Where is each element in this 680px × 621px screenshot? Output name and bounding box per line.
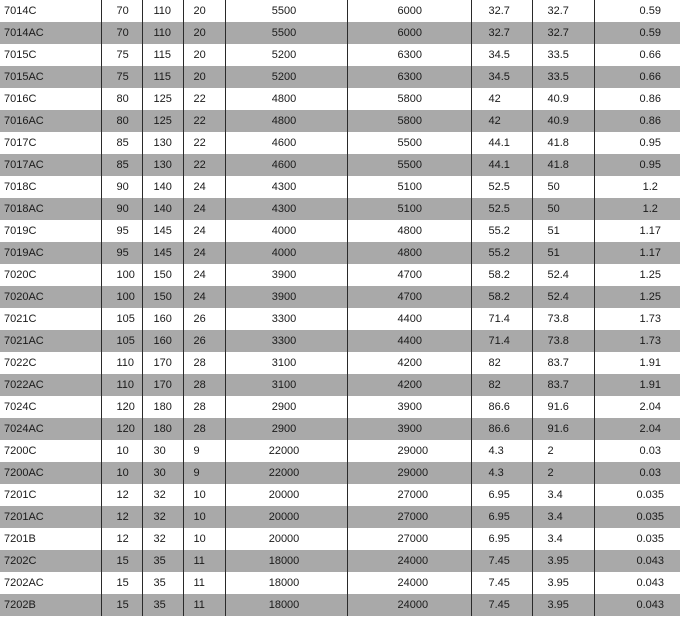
outer-diameter-cell: 140 <box>142 198 183 220</box>
bore-cell: 12 <box>101 484 142 506</box>
speed-oil-cell: 6300 <box>347 44 471 66</box>
width-cell: 9 <box>183 440 225 462</box>
width-cell: 20 <box>183 66 225 88</box>
static-load-cell: 3.95 <box>532 572 594 594</box>
bore-cell: 110 <box>101 352 142 374</box>
table-row <box>0 352 680 374</box>
speed-grease-cell: 3300 <box>225 330 347 352</box>
model-cell: 7200AC <box>0 462 101 484</box>
width-cell: 24 <box>183 286 225 308</box>
model-cell: 7202C <box>0 550 101 572</box>
speed-oil-cell: 24000 <box>347 572 471 594</box>
speed-grease-cell: 4000 <box>225 242 347 264</box>
bore-cell: 100 <box>101 264 142 286</box>
speed-grease-cell: 5500 <box>225 22 347 44</box>
weight-cell: 0.95 <box>594 154 680 176</box>
width-cell: 20 <box>183 44 225 66</box>
dynamic-load-cell: 58.2 <box>471 286 532 308</box>
speed-oil-cell: 6000 <box>347 22 471 44</box>
speed-oil-cell: 4200 <box>347 352 471 374</box>
bore-cell: 110 <box>101 374 142 396</box>
speed-oil-cell: 4400 <box>347 330 471 352</box>
weight-cell: 0.86 <box>594 88 680 110</box>
table-row <box>0 594 680 616</box>
weight-cell: 1.2 <box>594 176 680 198</box>
outer-diameter-cell: 160 <box>142 330 183 352</box>
model-cell: 7017C <box>4 137 37 149</box>
speed-oil-cell: 3900 <box>347 396 471 418</box>
weight-cell: 0.03 <box>594 440 680 462</box>
speed-grease-cell: 4300 <box>225 198 347 220</box>
model-cell: 7021AC <box>0 330 101 352</box>
width-cell: 24 <box>183 220 225 242</box>
bore-cell: 80 <box>101 110 142 132</box>
speed-grease-cell: 20000 <box>225 484 347 506</box>
speed-oil-cell: 5100 <box>347 176 471 198</box>
weight-cell: 1.2 <box>594 198 680 220</box>
dynamic-load-cell: 82 <box>471 374 532 396</box>
outer-diameter-cell: 145 <box>142 242 183 264</box>
table-row <box>0 286 680 308</box>
width-cell: 20 <box>183 22 225 44</box>
static-load-cell: 3.4 <box>532 528 594 550</box>
speed-oil-cell: 29000 <box>347 462 471 484</box>
table-row <box>0 22 680 44</box>
outer-diameter-cell: 32 <box>142 484 183 506</box>
table-row <box>0 484 680 506</box>
outer-diameter-cell: 30 <box>142 462 183 484</box>
width-cell: 11 <box>183 572 225 594</box>
table-row <box>0 110 680 132</box>
dynamic-load-cell: 32.7 <box>471 22 532 44</box>
speed-oil-cell: 4400 <box>347 308 471 330</box>
static-load-cell: 52.4 <box>532 286 594 308</box>
table-row <box>0 220 680 242</box>
static-load-cell: 91.6 <box>532 418 594 440</box>
speed-grease-cell: 4000 <box>225 220 347 242</box>
static-load-cell: 33.5 <box>532 44 594 66</box>
speed-grease-cell: 4600 <box>225 132 347 154</box>
speed-grease-cell: 20000 <box>225 506 347 528</box>
table-row <box>0 418 680 440</box>
model-cell: 7015C <box>4 49 37 61</box>
model-cell: 7022AC <box>0 374 101 396</box>
speed-oil-cell: 5500 <box>347 132 471 154</box>
width-cell: 11 <box>183 550 225 572</box>
speed-oil-cell: 3900 <box>347 418 471 440</box>
static-load-cell: 73.8 <box>532 330 594 352</box>
model-cell: 7021C <box>4 313 37 325</box>
static-load-cell: 50 <box>532 198 594 220</box>
bore-cell: 15 <box>101 572 142 594</box>
model-cell: 7200C <box>4 445 37 457</box>
outer-diameter-cell: 35 <box>142 572 183 594</box>
bore-cell: 75 <box>101 66 142 88</box>
static-load-cell: 51 <box>532 220 594 242</box>
table-row <box>0 506 680 528</box>
width-cell: 22 <box>183 154 225 176</box>
weight-cell: 0.03 <box>594 462 680 484</box>
width-cell: 22 <box>183 132 225 154</box>
speed-oil-cell: 5800 <box>347 110 471 132</box>
width-cell: 10 <box>183 528 225 550</box>
width-cell: 28 <box>183 352 225 374</box>
speed-oil-cell: 29000 <box>347 440 471 462</box>
table-row <box>0 462 680 484</box>
weight-cell: 1.25 <box>594 286 680 308</box>
speed-grease-cell: 4600 <box>225 154 347 176</box>
weight-cell: 0.043 <box>594 572 680 594</box>
model-cell: 7024AC <box>0 418 101 440</box>
width-cell: 24 <box>183 176 225 198</box>
table-row <box>0 88 680 110</box>
dynamic-load-cell: 42 <box>471 88 532 110</box>
bore-cell: 90 <box>101 198 142 220</box>
dynamic-load-cell: 4.3 <box>471 462 532 484</box>
weight-cell: 1.73 <box>594 330 680 352</box>
model-cell: 7201AC <box>0 506 101 528</box>
width-cell: 11 <box>183 594 225 616</box>
table-row <box>0 0 680 22</box>
outer-diameter-cell: 150 <box>142 286 183 308</box>
width-cell: 22 <box>183 88 225 110</box>
table-row <box>0 550 680 572</box>
weight-cell: 1.91 <box>594 374 680 396</box>
weight-cell: 0.86 <box>594 110 680 132</box>
outer-diameter-cell: 180 <box>142 418 183 440</box>
width-cell: 22 <box>183 110 225 132</box>
dynamic-load-cell: 82 <box>471 352 532 374</box>
dynamic-load-cell: 6.95 <box>471 484 532 506</box>
speed-oil-cell: 4700 <box>347 286 471 308</box>
outer-diameter-cell: 145 <box>142 220 183 242</box>
static-load-cell: 3.95 <box>532 594 594 616</box>
width-cell: 10 <box>183 506 225 528</box>
dynamic-load-cell: 6.95 <box>471 528 532 550</box>
speed-oil-cell: 24000 <box>347 550 471 572</box>
static-load-cell: 41.8 <box>532 132 594 154</box>
speed-grease-cell: 5200 <box>225 66 347 88</box>
table-row <box>0 374 680 396</box>
width-cell: 9 <box>183 462 225 484</box>
outer-diameter-cell: 110 <box>142 22 183 44</box>
static-load-cell: 73.8 <box>532 308 594 330</box>
weight-cell: 0.035 <box>594 484 680 506</box>
dynamic-load-cell: 4.3 <box>471 440 532 462</box>
dynamic-load-cell: 86.6 <box>471 418 532 440</box>
dynamic-load-cell: 71.4 <box>471 330 532 352</box>
dynamic-load-cell: 32.7 <box>471 0 532 22</box>
model-cell: 7018AC <box>0 198 101 220</box>
speed-oil-cell: 5100 <box>347 198 471 220</box>
weight-cell: 0.043 <box>594 594 680 616</box>
model-cell: 7019C <box>4 225 37 237</box>
bore-cell: 75 <box>101 44 142 66</box>
weight-cell: 1.17 <box>594 242 680 264</box>
weight-cell: 1.91 <box>594 352 680 374</box>
outer-diameter-cell: 35 <box>142 594 183 616</box>
static-load-cell: 2 <box>532 440 594 462</box>
outer-diameter-cell: 160 <box>142 308 183 330</box>
dynamic-load-cell: 86.6 <box>471 396 532 418</box>
static-load-cell: 40.9 <box>532 88 594 110</box>
table-row <box>0 44 680 66</box>
speed-grease-cell: 22000 <box>225 440 347 462</box>
width-cell: 24 <box>183 198 225 220</box>
model-cell: 7020C <box>4 269 37 281</box>
outer-diameter-cell: 130 <box>142 154 183 176</box>
model-cell: 7016C <box>4 93 37 105</box>
model-cell: 7024C <box>4 401 37 413</box>
outer-diameter-cell: 110 <box>142 0 183 22</box>
outer-diameter-cell: 125 <box>142 88 183 110</box>
weight-cell: 0.035 <box>594 528 680 550</box>
bore-cell: 10 <box>101 440 142 462</box>
dynamic-load-cell: 44.1 <box>471 154 532 176</box>
dynamic-load-cell: 55.2 <box>471 220 532 242</box>
weight-cell: 0.95 <box>594 132 680 154</box>
speed-grease-cell: 3100 <box>225 374 347 396</box>
speed-oil-cell: 6300 <box>347 66 471 88</box>
static-load-cell: 41.8 <box>532 154 594 176</box>
speed-oil-cell: 6000 <box>347 0 471 22</box>
static-load-cell: 2 <box>532 462 594 484</box>
table-row <box>0 154 680 176</box>
speed-grease-cell: 18000 <box>225 550 347 572</box>
bore-cell: 95 <box>101 220 142 242</box>
speed-oil-cell: 5500 <box>347 154 471 176</box>
width-cell: 26 <box>183 308 225 330</box>
speed-oil-cell: 4200 <box>347 374 471 396</box>
static-load-cell: 3.4 <box>532 484 594 506</box>
dynamic-load-cell: 58.2 <box>471 264 532 286</box>
speed-oil-cell: 27000 <box>347 484 471 506</box>
table-row <box>0 572 680 594</box>
table-row <box>0 264 680 286</box>
weight-cell: 0.59 <box>594 22 680 44</box>
bore-cell: 70 <box>101 22 142 44</box>
table-row <box>0 242 680 264</box>
dynamic-load-cell: 42 <box>471 110 532 132</box>
outer-diameter-cell: 130 <box>142 132 183 154</box>
bore-cell: 85 <box>101 154 142 176</box>
dynamic-load-cell: 34.5 <box>471 44 532 66</box>
speed-oil-cell: 27000 <box>347 506 471 528</box>
outer-diameter-cell: 115 <box>142 66 183 88</box>
outer-diameter-cell: 180 <box>142 396 183 418</box>
static-load-cell: 91.6 <box>532 396 594 418</box>
speed-grease-cell: 18000 <box>225 572 347 594</box>
weight-cell: 1.17 <box>594 220 680 242</box>
outer-diameter-cell: 140 <box>142 176 183 198</box>
bore-cell: 10 <box>101 462 142 484</box>
model-cell: 7017AC <box>0 154 101 176</box>
static-load-cell: 3.4 <box>532 506 594 528</box>
outer-diameter-cell: 150 <box>142 264 183 286</box>
bore-cell: 90 <box>101 176 142 198</box>
bore-cell: 70 <box>101 0 142 22</box>
bore-cell: 105 <box>101 308 142 330</box>
static-load-cell: 3.95 <box>532 550 594 572</box>
width-cell: 28 <box>183 374 225 396</box>
dynamic-load-cell: 44.1 <box>471 132 532 154</box>
speed-oil-cell: 4700 <box>347 264 471 286</box>
width-cell: 24 <box>183 242 225 264</box>
outer-diameter-cell: 30 <box>142 440 183 462</box>
speed-grease-cell: 3300 <box>225 308 347 330</box>
outer-diameter-cell: 170 <box>142 374 183 396</box>
static-load-cell: 83.7 <box>532 374 594 396</box>
dynamic-load-cell: 55.2 <box>471 242 532 264</box>
model-cell: 7201B <box>4 533 36 545</box>
model-cell: 7201C <box>4 489 37 501</box>
speed-grease-cell: 20000 <box>225 528 347 550</box>
model-cell: 7022C <box>4 357 37 369</box>
static-load-cell: 83.7 <box>532 352 594 374</box>
dynamic-load-cell: 52.5 <box>471 198 532 220</box>
speed-oil-cell: 4800 <box>347 242 471 264</box>
speed-grease-cell: 2900 <box>225 396 347 418</box>
static-load-cell: 32.7 <box>532 0 594 22</box>
model-cell: 7015AC <box>0 66 101 88</box>
speed-grease-cell: 5200 <box>225 44 347 66</box>
table-row <box>0 66 680 88</box>
table-row <box>0 440 680 462</box>
static-load-cell: 33.5 <box>532 66 594 88</box>
bore-cell: 120 <box>101 396 142 418</box>
dynamic-load-cell: 7.45 <box>471 572 532 594</box>
width-cell: 10 <box>183 484 225 506</box>
dynamic-load-cell: 6.95 <box>471 506 532 528</box>
speed-oil-cell: 5800 <box>347 88 471 110</box>
bore-cell: 100 <box>101 286 142 308</box>
speed-grease-cell: 3100 <box>225 352 347 374</box>
bore-cell: 80 <box>101 88 142 110</box>
speed-grease-cell: 18000 <box>225 594 347 616</box>
table-row <box>0 176 680 198</box>
weight-cell: 0.66 <box>594 44 680 66</box>
dynamic-load-cell: 71.4 <box>471 308 532 330</box>
model-cell: 7014C <box>4 5 37 17</box>
dynamic-load-cell: 34.5 <box>471 66 532 88</box>
bore-cell: 95 <box>101 242 142 264</box>
static-load-cell: 52.4 <box>532 264 594 286</box>
speed-grease-cell: 5500 <box>225 0 347 22</box>
table-row <box>0 330 680 352</box>
bore-cell: 85 <box>101 132 142 154</box>
weight-cell: 0.59 <box>594 0 680 22</box>
speed-oil-cell: 4800 <box>347 220 471 242</box>
dynamic-load-cell: 7.45 <box>471 594 532 616</box>
weight-cell: 0.66 <box>594 66 680 88</box>
speed-grease-cell: 4300 <box>225 176 347 198</box>
width-cell: 24 <box>183 264 225 286</box>
bore-cell: 15 <box>101 594 142 616</box>
dynamic-load-cell: 7.45 <box>471 550 532 572</box>
static-load-cell: 50 <box>532 176 594 198</box>
model-cell: 7020AC <box>0 286 101 308</box>
width-cell: 28 <box>183 418 225 440</box>
outer-diameter-cell: 125 <box>142 110 183 132</box>
weight-cell: 0.043 <box>594 550 680 572</box>
width-cell: 28 <box>183 396 225 418</box>
weight-cell: 2.04 <box>594 418 680 440</box>
static-load-cell: 51 <box>532 242 594 264</box>
outer-diameter-cell: 32 <box>142 528 183 550</box>
static-load-cell: 32.7 <box>532 22 594 44</box>
model-cell: 7016AC <box>0 110 101 132</box>
speed-grease-cell: 2900 <box>225 418 347 440</box>
speed-grease-cell: 3900 <box>225 286 347 308</box>
model-cell: 7202B <box>0 594 101 616</box>
width-cell: 26 <box>183 330 225 352</box>
speed-oil-cell: 27000 <box>347 528 471 550</box>
bore-cell: 12 <box>101 528 142 550</box>
outer-diameter-cell: 32 <box>142 506 183 528</box>
outer-diameter-cell: 115 <box>142 44 183 66</box>
table-row <box>0 132 680 154</box>
width-cell: 20 <box>183 0 225 22</box>
speed-oil-cell: 24000 <box>347 594 471 616</box>
model-cell: 7019AC <box>0 242 101 264</box>
model-cell: 7018C <box>4 181 37 193</box>
outer-diameter-cell: 170 <box>142 352 183 374</box>
speed-grease-cell: 4800 <box>225 88 347 110</box>
table-row <box>0 308 680 330</box>
model-cell: 7014AC <box>0 22 101 44</box>
table-row <box>0 396 680 418</box>
bore-cell: 15 <box>101 550 142 572</box>
bore-cell: 105 <box>101 330 142 352</box>
speed-grease-cell: 3900 <box>225 264 347 286</box>
speed-grease-cell: 4800 <box>225 110 347 132</box>
weight-cell: 0.035 <box>594 506 680 528</box>
weight-cell: 2.04 <box>594 396 680 418</box>
weight-cell: 1.73 <box>594 308 680 330</box>
model-cell: 7202AC <box>4 577 44 589</box>
static-load-cell: 40.9 <box>532 110 594 132</box>
weight-cell: 1.25 <box>594 264 680 286</box>
bore-cell: 12 <box>101 506 142 528</box>
table-row <box>0 198 680 220</box>
outer-diameter-cell: 35 <box>142 550 183 572</box>
dynamic-load-cell: 52.5 <box>471 176 532 198</box>
bore-cell: 120 <box>101 418 142 440</box>
table-row <box>0 528 680 550</box>
speed-grease-cell: 22000 <box>225 462 347 484</box>
